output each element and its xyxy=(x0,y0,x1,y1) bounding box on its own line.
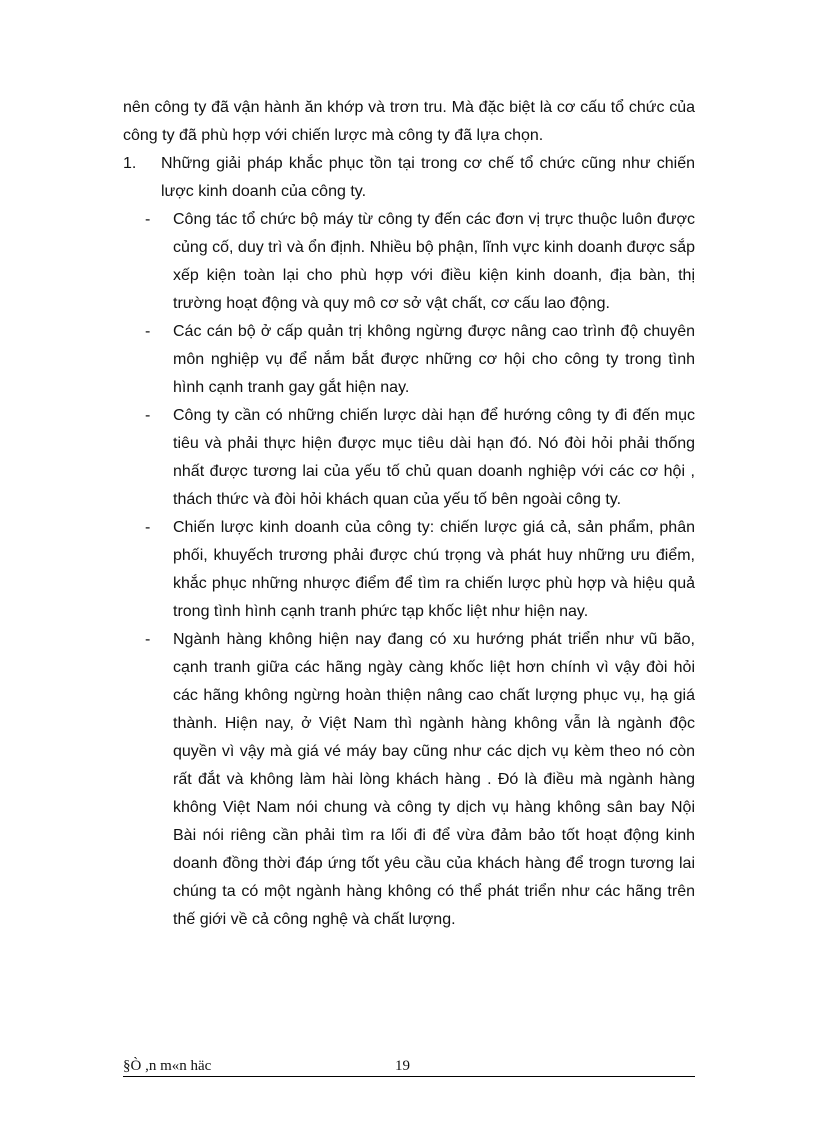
bullet-dash: - xyxy=(145,407,151,424)
bullet-dash: - xyxy=(145,211,151,228)
bullet-text: Chiến lược kinh doanh của công ty: chiến lược giá cả, sản phẩm, phân phối, khuyếch trương phải được chú trọng và phát huy những ưu điểm, khắc phục những nhược điểm để tìm ra chiến lược phù hợp và hiệu quả trong tình hình cạnh tranh phức tạp khốc liệt như hiện nay. xyxy=(173,519,695,620)
bullet-item xyxy=(145,402,695,514)
bullet-dash: - xyxy=(145,631,151,648)
footer-title: §Ò ,n m«n häc xyxy=(123,1058,212,1074)
intro-paragraph: nên công ty đã vận hành ăn khớp và trơn tru. Mà đặc biệt là cơ cấu tổ chức của công ty đã phù hợp với chiến lược mà công ty đã lựa chọn. xyxy=(123,99,695,144)
page-number: 19 xyxy=(395,1058,410,1074)
section-title: Những giải pháp khắc phục tồn tại trong cơ chế tổ chức cũng như chiến lược kinh doanh của công ty. xyxy=(161,155,695,200)
bullet-text: Công tác tổ chức bộ máy từ công ty đến các đơn vị trực thuộc luôn được củng cố, duy trì và ổn định. Nhiều bộ phận, lĩnh vực kinh doanh được sắp xếp kiện toàn lại cho phù hợp với điều kiện kinh doanh, địa bàn, thị trường hoạt động và quy mô cơ sở vật chất, cơ cấu lao động. xyxy=(173,211,696,312)
bullet-text: Ngành hàng không hiện nay đang có xu hướng phát triển như vũ bão, cạnh tranh giữa các hãng ngày càng khốc liệt hơn chính vì vậy đòi hỏi các hãng không ngừng hoàn thiện nâng cao chất lượng phục vụ, hạ giá thành. Hiện nay, ở Việt Nam thì ngành hàng không vẫn là ngành độc quyền vì vậy mà giá vé máy bay cũng như các dịch vụ kèm theo nó còn rất đắt và không làm hài lòng khách hàng . Đó là điều mà ngành hàng không Việt Nam nói chung và công ty dịch vụ hàng không sân bay Nội Bài nói riêng cần phải tìm ra lối đi để vừa đảm bảo tốt hoạt động kinh doanh đồng thời đáp ứng tốt yêu cầu của khách hàng để trogn tương lai chúng ta có một ngành hàng không có thể phát triển như các hãng trên thế giới về cả công nghệ và chất lượng. xyxy=(173,631,695,928)
bullet-list xyxy=(145,206,695,934)
bullet-item xyxy=(145,626,695,934)
bullet-text: Công ty cần có những chiến lược dài hạn để hướng công ty đi đến mục tiêu và phải thực hiện được mục tiêu dài hạn đó. Nó đòi hỏi phải thống nhất được tương lai của yếu tố chủ quan doanh nghiệp với các cơ hội , thách thức và đòi hỏi khách quan của yếu tố bên ngoài công ty. xyxy=(173,407,695,508)
bullet-item xyxy=(145,318,695,402)
page-footer xyxy=(123,1056,695,1077)
section-number: 1. xyxy=(123,155,137,172)
bullet-item xyxy=(145,206,695,318)
bullet-dash: - xyxy=(145,519,151,536)
bullet-dash: - xyxy=(145,323,151,340)
bullet-text: Các cán bộ ở cấp quản trị không ngừng được nâng cao trình độ chuyên môn nghiệp vụ để nắm bắt được những cơ hội cho công ty trong tình hình cạnh tranh gay gắt hiện nay. xyxy=(173,323,695,396)
bullet-item xyxy=(145,514,695,626)
